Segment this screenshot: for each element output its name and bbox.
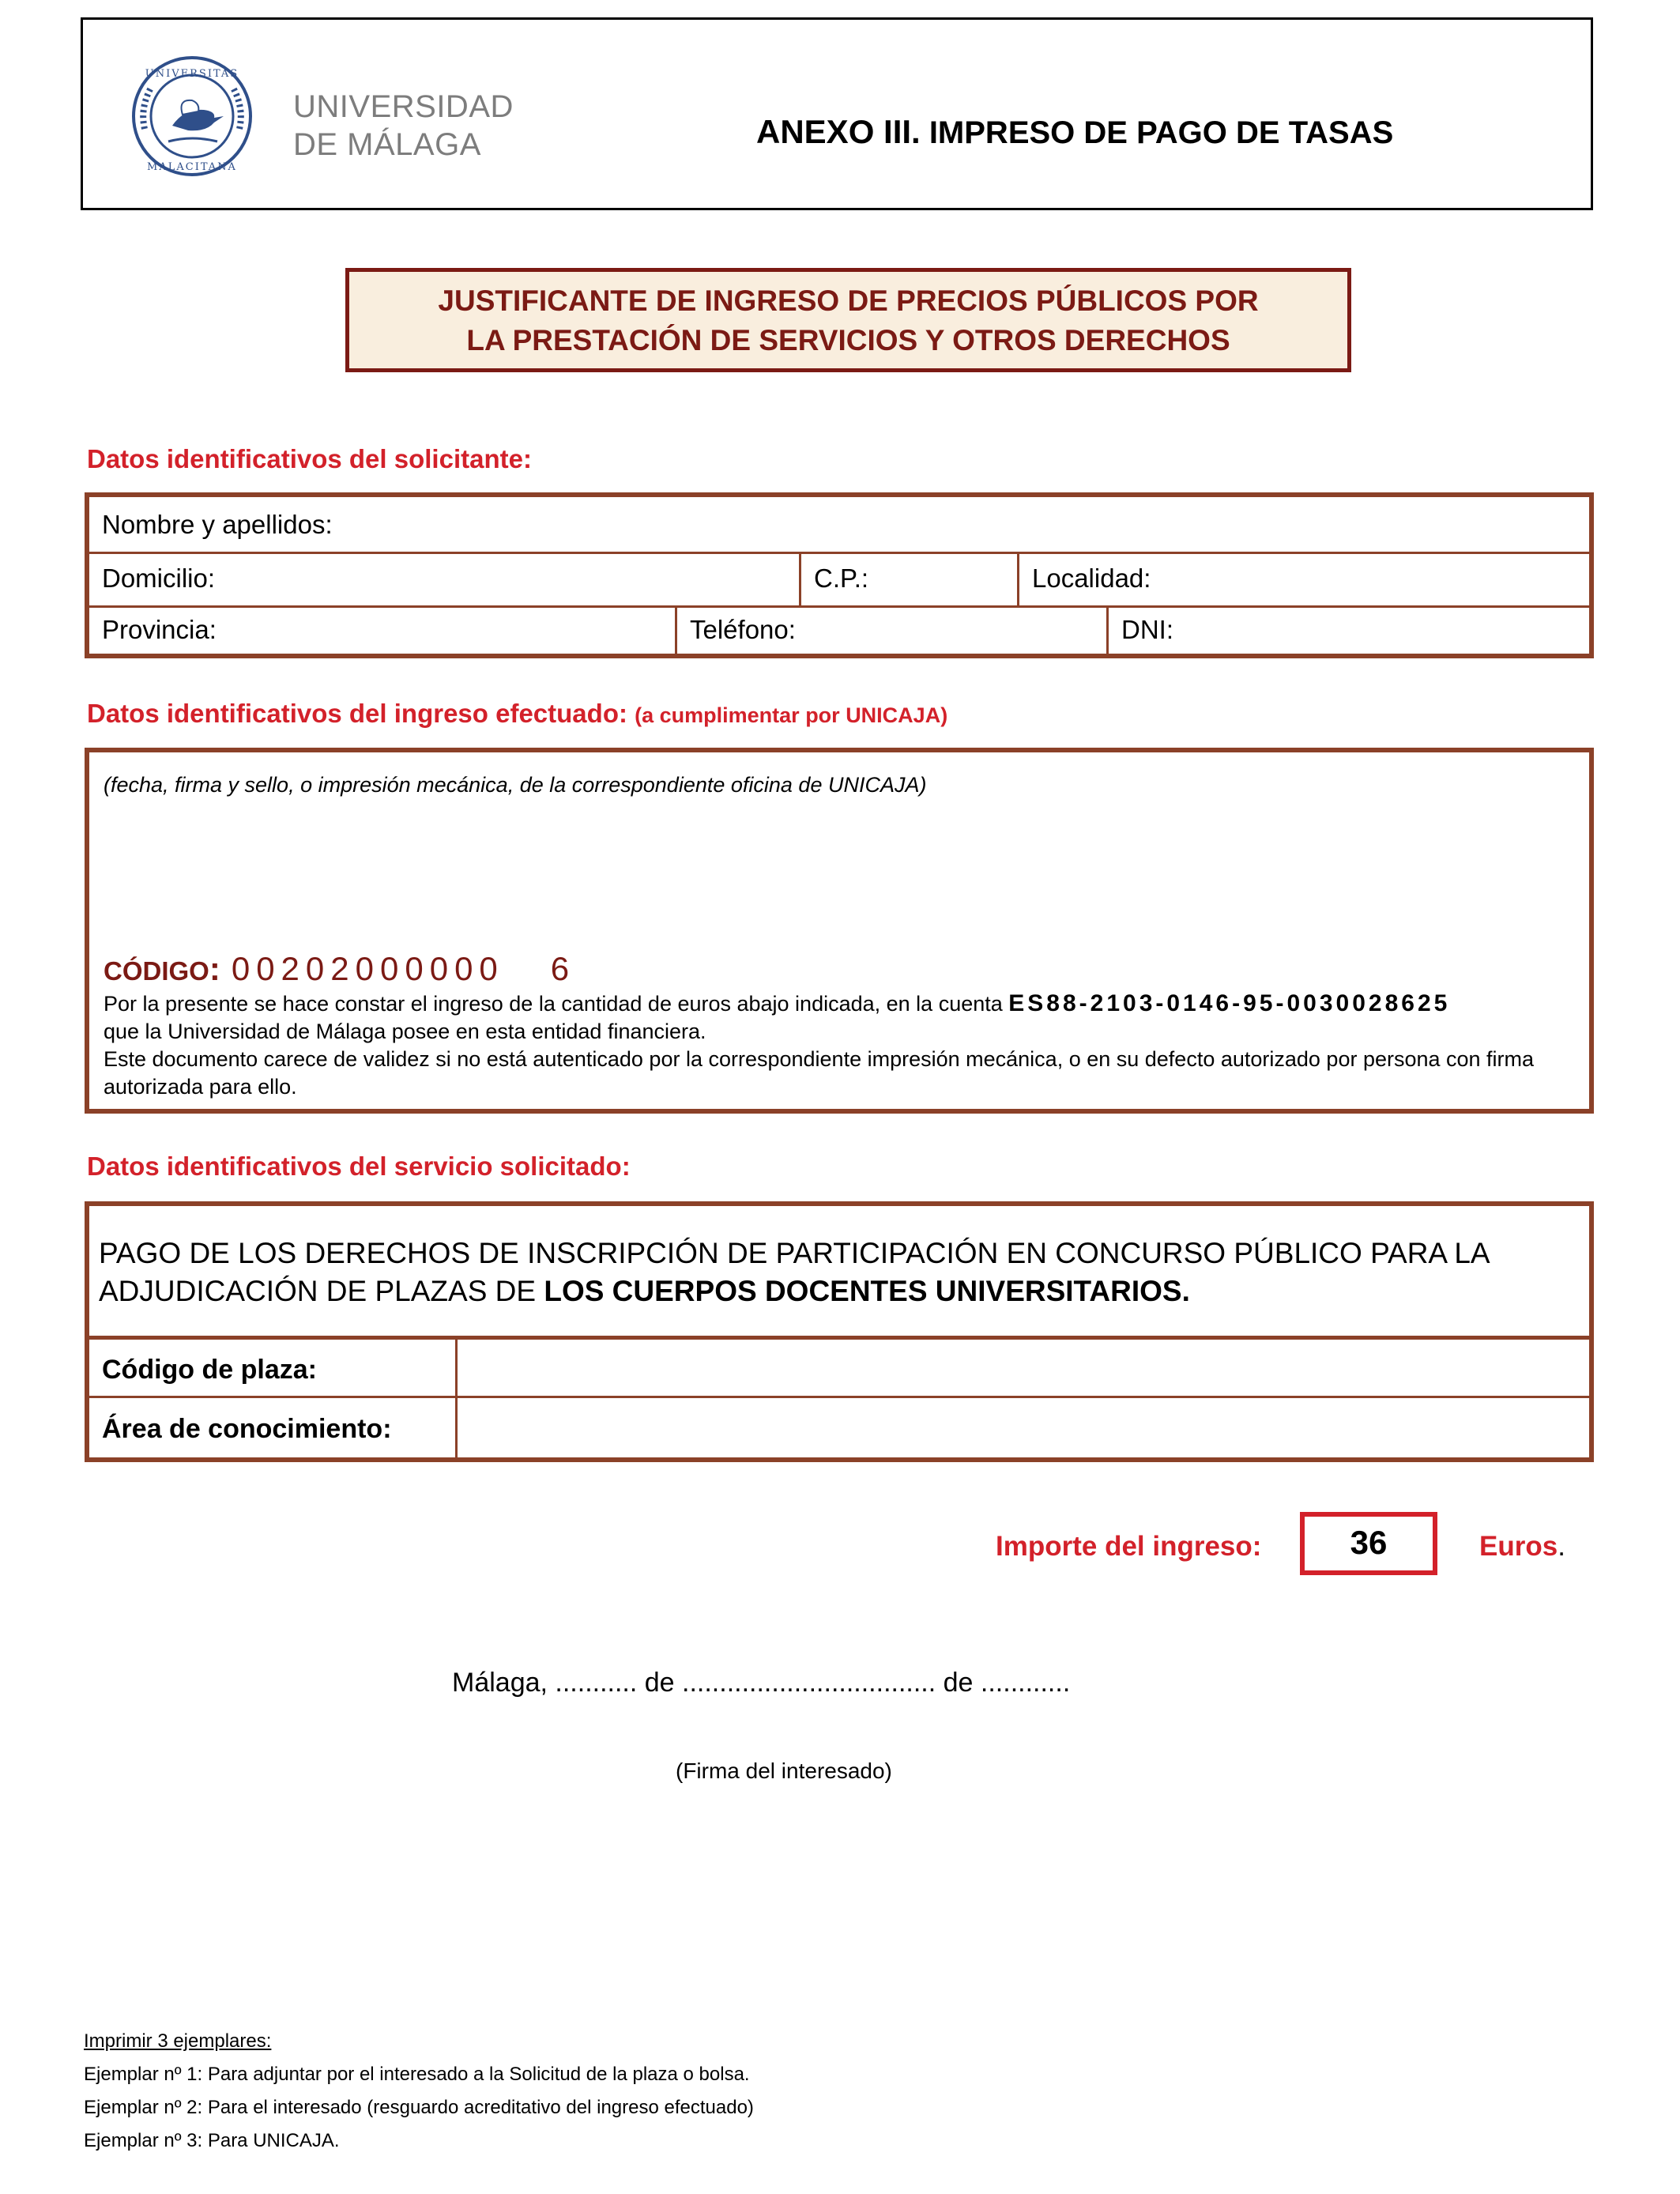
cuenta-number: ES88-2103-0146-95-0030028625 — [1008, 990, 1451, 1016]
footer-item-3: Ejemplar nº 3: Para UNICAJA. — [84, 2130, 340, 2151]
applicant-row-provincia — [89, 605, 1589, 654]
servicio-description — [99, 1235, 1583, 1310]
ingreso-text-part2: que la Universidad de Málaga posee en esta entidad financiera. — [104, 1020, 706, 1043]
ingreso-section-title — [87, 699, 947, 729]
currency-text: Euros — [1479, 1531, 1558, 1562]
codigo-plaza-row — [89, 1336, 1589, 1400]
domicilio-field[interactable] — [89, 552, 799, 605]
footer-item-2: Ejemplar nº 2: Para el interesado (resguardo acreditativo del ingreso efectuado) — [84, 2097, 754, 2118]
dni-field[interactable] — [1106, 605, 1589, 654]
date-line: Málaga, ........... de .................................. de ............ — [452, 1668, 1071, 1698]
applicant-section-title: Datos identificativos del solicitante: — [87, 444, 532, 473]
university-seal-logo — [129, 53, 255, 179]
importe-label: Importe del ingreso: — [996, 1531, 1262, 1562]
localidad-field[interactable] — [1017, 552, 1589, 605]
svg-text:UNIVERSITAS: UNIVERSITAS — [145, 68, 239, 80]
banner-line2: LA PRESTACIÓN DE SERVICIOS Y OTROS DERECHOS — [466, 324, 1230, 356]
cp-field[interactable] — [799, 552, 1017, 605]
university-name-line1: UNIVERSIDAD — [293, 89, 514, 124]
footer-heading: Imprimir 3 ejemplares: — [84, 2030, 272, 2052]
justificante-banner — [345, 268, 1351, 372]
currency-label — [1479, 1531, 1565, 1563]
area-label: Área de conocimiento: — [89, 1398, 458, 1460]
localidad-label: Localidad: — [1032, 564, 1151, 593]
university-name — [293, 88, 514, 164]
telefono-label: Teléfono: — [690, 614, 796, 644]
signature-label: (Firma del interesado) — [676, 1759, 892, 1783]
title-anexo: ANEXO III. — [756, 113, 921, 150]
servicio-box — [85, 1201, 1594, 1462]
applicant-row-nombre — [89, 497, 1589, 554]
page-title — [756, 113, 1393, 151]
university-name-line2: DE MÁLAGA — [293, 127, 481, 162]
nombre-label: Nombre y apellidos: — [102, 509, 333, 539]
provincia-field[interactable] — [89, 605, 675, 654]
footer — [84, 2025, 754, 2158]
applicant-row-domicilio — [89, 552, 1589, 608]
ingreso-title: Datos identificativos del ingreso efectuado: — [87, 699, 627, 728]
applicant-table — [85, 492, 1594, 658]
codigo-plaza-field[interactable] — [458, 1340, 1589, 1400]
banner-line1: JUSTIFICANTE DE INGRESO DE PRECIOS PÚBLICOS POR — [438, 285, 1259, 317]
ingreso-box — [85, 748, 1594, 1114]
codigo-line — [104, 950, 575, 988]
servicio-text-bold: LOS CUERPOS DOCENTES UNIVERSITARIOS. — [544, 1275, 1190, 1307]
servicio-text-part1: PAGO DE LOS DERECHOS DE INSCRIPCIÓN DE PARTICIPACIÓN EN CONCURSO PÚBLICO PARA LA ADJUDICACIÓN DE PLAZAS DE — [99, 1237, 1489, 1307]
codigo-plaza-label: Código de plaza: — [89, 1340, 458, 1400]
nombre-field[interactable] — [89, 497, 1589, 552]
provincia-label: Provincia: — [102, 614, 217, 644]
codigo-label: CÓDIGO — [104, 956, 209, 986]
currency-period: . — [1558, 1531, 1565, 1562]
title-subtitle: IMPRESO DE PAGO DE TASAS — [920, 115, 1394, 150]
header-box — [81, 17, 1593, 210]
codigo-value: 00202000000 6 — [231, 950, 576, 987]
codigo-colon: : — [209, 950, 220, 987]
area-field[interactable] — [458, 1398, 1589, 1460]
footer-item-1: Ejemplar nº 1: Para adjuntar por el interesado a la Solicitud de la plaza o bolsa. — [84, 2064, 750, 2085]
ingreso-box-note: (fecha, firma y sello, o impresión mecánica, de la correspondiente oficina de UNICAJA) — [104, 773, 927, 797]
importe-value: 36 — [1300, 1512, 1437, 1575]
ingreso-text — [104, 990, 1573, 1101]
svg-text:MALACITANA: MALACITANA — [147, 161, 237, 173]
ingreso-text-part3: Este documento carece de validez si no está autenticado por la correspondiente impresión mecánica, o en su defecto autorizado por persona con firma autorizada para ello. — [104, 1047, 1535, 1099]
cp-label: C.P.: — [814, 564, 869, 593]
area-row — [89, 1396, 1589, 1460]
servicio-section-title: Datos identificativos del servicio solicitado: — [87, 1152, 631, 1181]
ingreso-text-part1: Por la presente se hace constar el ingreso de la cantidad de euros abajo indicada, en la cuenta — [104, 992, 1009, 1016]
ingreso-title-note: (a cumplimentar por UNICAJA) — [635, 703, 948, 727]
domicilio-label: Domicilio: — [102, 564, 216, 593]
telefono-field[interactable] — [675, 605, 1106, 654]
dni-label: DNI: — [1121, 614, 1173, 644]
